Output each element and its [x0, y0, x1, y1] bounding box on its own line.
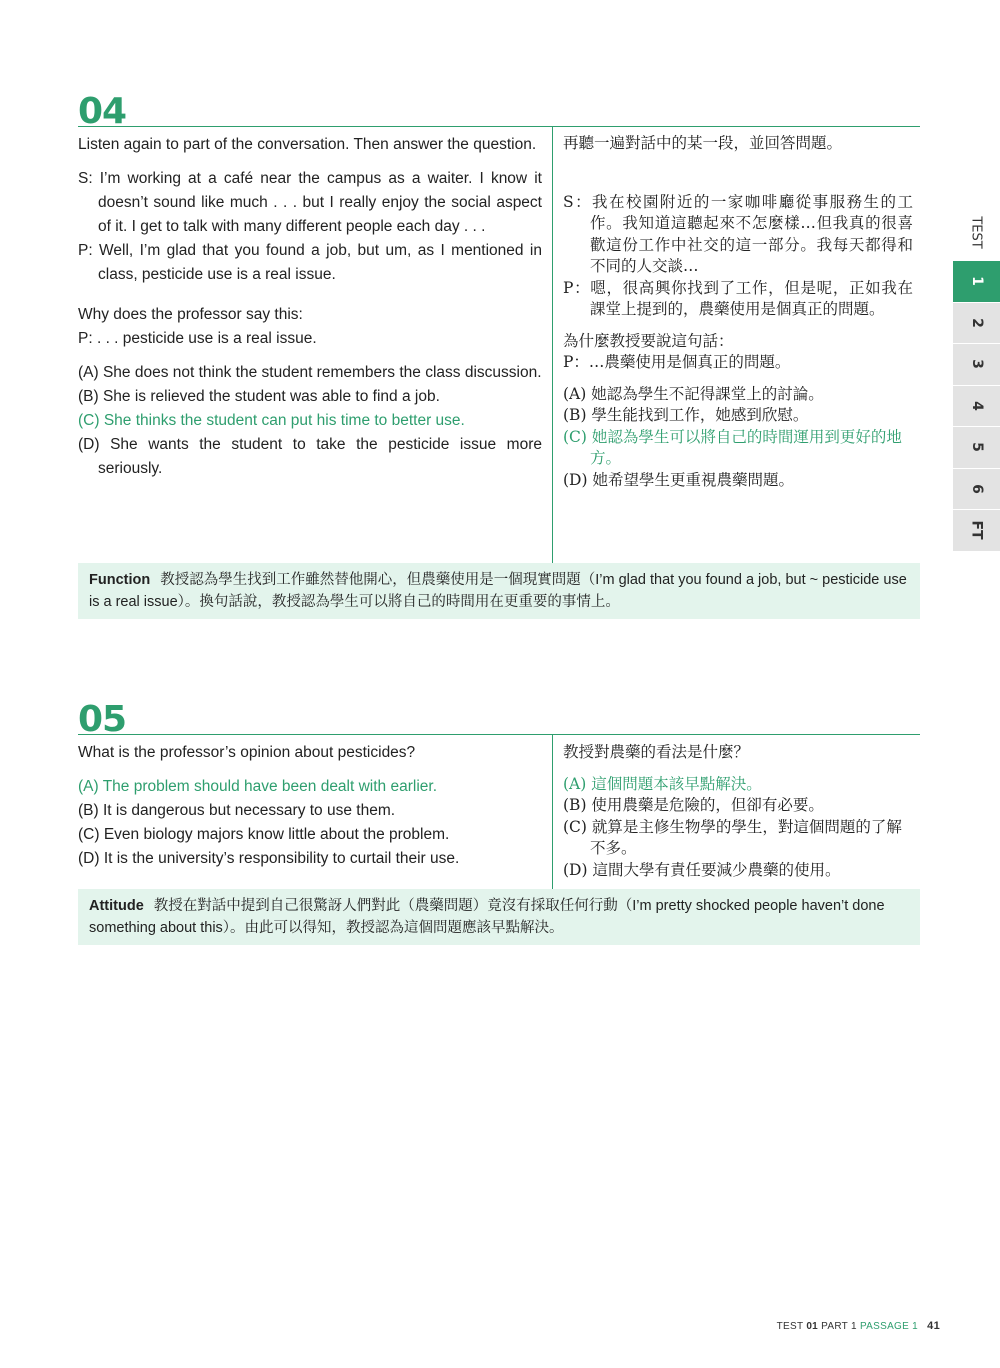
- section-divider: [78, 734, 920, 735]
- question-number-04: 04: [78, 91, 127, 132]
- q05-english-column: [78, 741, 542, 871]
- page-number: 41: [927, 1320, 940, 1332]
- tab-test-5[interactable]: 5: [953, 427, 1000, 469]
- q04-chinese-column: [563, 133, 913, 491]
- q04-quote-zh: P：…農藥使用是個真正的問題。: [563, 353, 791, 371]
- q05-option-c-zh: (C) 就算是主修生物學的學生，對這個問題的了解不多。: [563, 817, 902, 857]
- section-divider: [78, 126, 920, 127]
- q04-question-zh: 為什麼教授要說這句話：: [563, 331, 734, 350]
- q04-quote: P: . . . pesticide use is a real issue.: [78, 330, 317, 347]
- q05-question-zh: 教授對農藥的看法是什麼？: [563, 743, 750, 761]
- test-tab-strip: [953, 203, 1000, 552]
- q05-option-d: (D) It is the university’s responsibility to curtail their use.: [78, 850, 460, 867]
- q05-note-text: 教授在對話中提到自己很驚訝人們對此（農藥問題）竟沒有採取任何行動（I’m pretty shocked people haven’t done something about this）。由此可以得知，教授認為這個問題應該早點解決。: [89, 898, 885, 936]
- q05-chinese-column: [563, 742, 913, 881]
- q04-note-text: 教授認為學生找到工作雖然替他開心，但農藥使用是一個現實問題（I’m glad that you found a job, but ~ pesticide use is a real issue）。換句話說，教授認為學生可以將自己的時間用在更重要的事情上。: [89, 572, 907, 610]
- q05-option-b: (B) It is dangerous but necessary to use them.: [78, 802, 396, 819]
- q05-option-c: (C) Even biology majors know little about the problem.: [78, 826, 450, 843]
- q05-option-a-zh-correct: (A) 這個問題本該早點解決。: [563, 774, 762, 793]
- q04-instruction-zh: 再聽一遍對話中的某一段，並回答問題。: [563, 134, 843, 152]
- column-divider: [552, 127, 553, 563]
- q04-option-c-correct: (C) She thinks the student can put his time to better use.: [78, 412, 465, 429]
- q04-explanation-box: [78, 563, 920, 619]
- q04-option-d: (D) She wants the student to take the pesticide issue more seriously.: [78, 436, 542, 477]
- q04-option-b: (B) She is relieved the student was able to find a job.: [78, 388, 440, 405]
- tab-test-4[interactable]: 4: [953, 386, 1000, 428]
- q04-option-a: (A) She does not think the student remembers the class discussion.: [78, 364, 542, 381]
- q04-dialogue-student-zh: S：我在校園附近的一家咖啡廳從事服務生的工作。我知道這聽起來不怎麼樣…但我真的很喜歡這份工作中社交的這一部分。我每天都得和不同的人交談…: [563, 192, 913, 275]
- tab-test-1[interactable]: 1: [953, 261, 1000, 303]
- tab-test-label: TEST: [968, 215, 984, 249]
- q04-option-d-zh: (D) 她希望學生更重視農藥問題。: [563, 470, 794, 489]
- q05-option-b-zh: (B) 使用農藥是危險的，但卻有必要。: [563, 796, 824, 814]
- q04-dialogue-professor: P: Well, I’m glad that you found a job, but um, as I mentioned in class, pesticide use is a real issue.: [78, 242, 542, 283]
- tab-test-2[interactable]: 2: [953, 303, 1000, 345]
- tab-test-ft[interactable]: FT: [953, 510, 1000, 552]
- tab-test-6[interactable]: 6: [953, 469, 1000, 511]
- q04-dialogue-student: S: I’m working at a café near the campus as a waiter. I know it doesn’t sound like much . . . but I really enjoy the social aspect of it. I get to talk with many different people each day . . .: [78, 170, 542, 235]
- q04-note-label: Function: [89, 572, 151, 588]
- q05-note-label: Attitude: [89, 898, 144, 914]
- q05-option-a-correct: (A) The problem should have been dealt with earlier.: [78, 778, 438, 795]
- q05-question: What is the professor’s opinion about pesticides?: [78, 744, 416, 761]
- q04-dialogue-professor-zh: P：嗯，很高興你找到了工作，但是呢，正如我在課堂上提到的，農藥使用是個真正的問題。: [563, 278, 913, 318]
- q04-option-c-zh-correct: (C) 她認為學生可以將自己的時間運用到更好的地方。: [563, 427, 902, 467]
- page-footer: [760, 1320, 940, 1332]
- q04-english-column: [78, 133, 542, 481]
- footer-test-number: 01: [806, 1321, 819, 1332]
- footer-part: PART 1: [821, 1321, 857, 1332]
- q04-instruction: Listen again to part of the conversation. Then answer the question.: [78, 136, 537, 153]
- q04-option-a-zh: (A) 她認為學生不記得課堂上的討論。: [563, 384, 824, 403]
- q05-option-d-zh: (D) 這間大學有責任要減少農藥的使用。: [563, 860, 841, 879]
- q04-option-b-zh: (B) 學生能找到工作，她感到欣慰。: [563, 406, 809, 424]
- q05-explanation-box: [78, 889, 920, 945]
- footer-test: TEST: [776, 1321, 804, 1332]
- tab-test-3[interactable]: 3: [953, 344, 1000, 386]
- question-number-05: 05: [78, 699, 127, 740]
- footer-passage: PASSAGE 1: [859, 1321, 919, 1332]
- q04-question: Why does the professor say this:: [78, 306, 303, 323]
- column-divider: [552, 735, 553, 889]
